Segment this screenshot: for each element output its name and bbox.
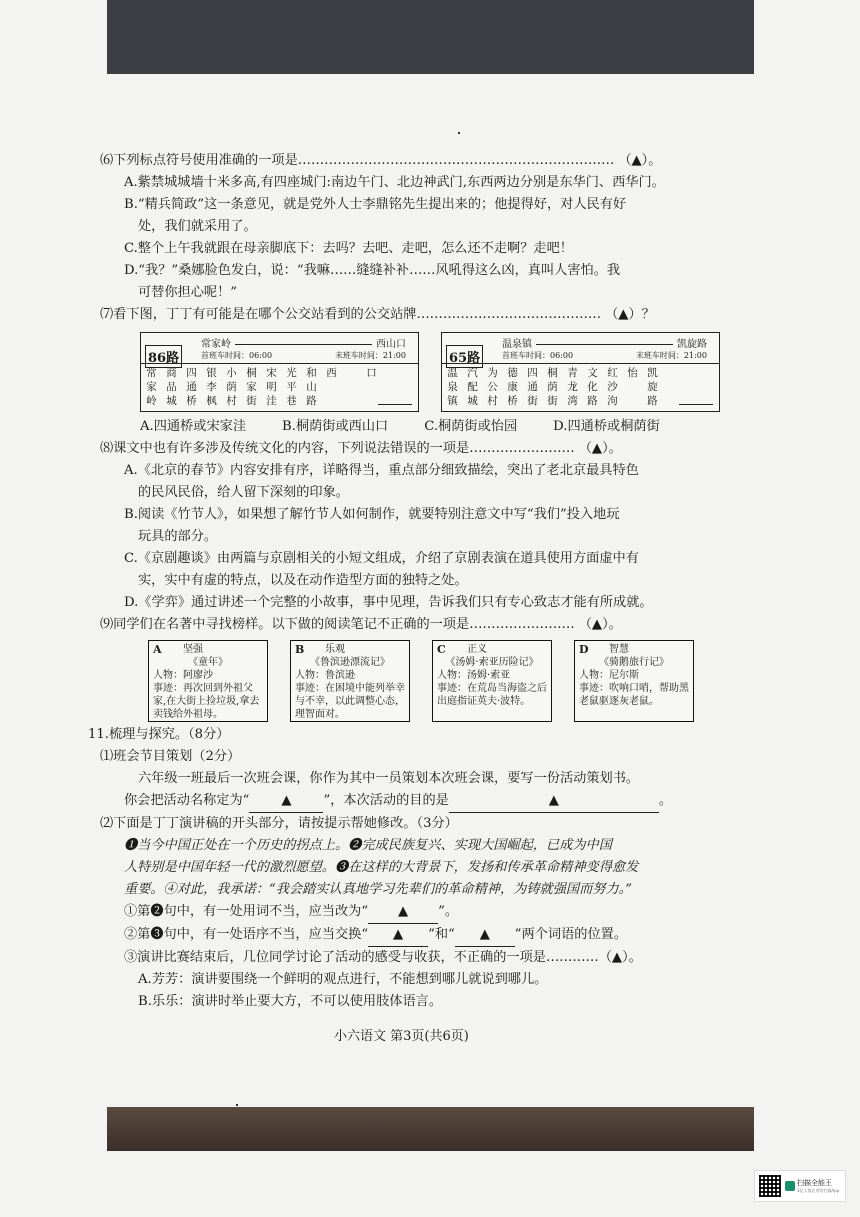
q7-option-c: C.桐荫街或怡园	[424, 419, 518, 434]
bus-stop: 银李枫	[206, 367, 217, 407]
q6-option-a: A.紫禁城城墙十米多高,有四座城门:南边午门、北边神武门,东西两边分别是东华门、西华门。	[124, 175, 665, 190]
arrow-icon	[679, 404, 713, 405]
bus-stop: 四通桥	[186, 367, 197, 407]
q11-sub3-option-a: A.芳芳：演讲要围绕一个鲜明的观点进行，不能想到哪儿就说到哪儿。	[138, 972, 548, 987]
bus-stop: 凯旋路	[647, 367, 658, 407]
q7-option-b: B.桐荫街或西山口	[282, 419, 389, 434]
q7-option-d: D.四通桥或桐荫街	[553, 419, 660, 434]
speck	[236, 1104, 238, 1106]
bus-stop: 光平巷	[286, 367, 297, 407]
q8-option-b: B.阅读《竹节人》，如果想了解竹节人如何制作，就要特别注意文中写“我们”投入地玩	[124, 507, 620, 522]
bus-stop: 和山路	[306, 367, 317, 407]
card-quality: 智慧	[609, 644, 629, 655]
bus-stop: 西	[326, 367, 337, 379]
bus-stop: 怡	[627, 367, 638, 379]
q11-sub1: ①第❷句中，有一处用词不当，应当改为“ ▲ ”。	[100, 901, 720, 924]
reading-note-card	[148, 640, 268, 722]
bus-stop: 小荫村	[226, 367, 237, 407]
q6-option-b: B.“精兵简政”这一条意见，就是党外人士李鼎铭先生提出来的；他提得好，对人民有好	[124, 197, 627, 212]
q6-stem: ⑹下列标点符号使用准确的一项是……………………………………………………………… （▲）。	[100, 153, 662, 168]
card-book: 《童年》	[188, 657, 228, 668]
q11-title: 11.梳理与探究。（8分）	[88, 727, 230, 742]
bus-stop	[345, 366, 358, 408]
bus-route	[201, 335, 406, 361]
q6-option-d: D.“我？”桑娜脸色发白，说：“我嘛……缝缝补补……风吼得这么凶，真叫人害怕。我	[124, 263, 621, 278]
card-quality: 乐观	[325, 644, 345, 655]
speech-line-3: 重要。④对此，我承诺：“我会踏实认真地学习先辈们的革命精神，为铸就强国而努力。”	[124, 882, 633, 897]
q11-sub3-option-b: B.乐乐：演讲时举止要大方，不可以使用肢体语言。	[138, 994, 443, 1009]
scan-edge-top	[107, 0, 754, 74]
bus-stop: 青龙湾	[567, 367, 578, 407]
card-person: 人物：尼尔斯	[579, 670, 639, 681]
watermark-subtitle: 3亿人都在用的扫描App	[797, 1187, 840, 1193]
card-deed: 事迹：在困境中能列举幸与不幸，以此调整心态，理智面对。	[295, 683, 405, 720]
stop-list	[446, 366, 659, 408]
bus-signs	[140, 332, 720, 412]
speech-line-2: 人特别是中国年轻一代的激烈愿望。❸在这样的大背景下，发扬和传承革命精神变得愈发	[124, 860, 639, 875]
bus-sign-65	[441, 332, 720, 412]
card-deed: 事迹：再次回到外祖父家,在大街上捡垃圾,拿去卖钱给外祖母。	[153, 683, 260, 720]
route-from: 常家岭	[201, 339, 231, 350]
speech-line-1: ❶当今中国正处在一个历史的拐点上。❷完成民族复兴、实现大国崛起，已成为中国	[124, 838, 612, 853]
arrow-icon	[378, 404, 412, 405]
q6-option-b-cont: 处，我们就采用了。	[138, 219, 257, 234]
q8-option-c: C.《京剧趣谈》由两篇与京剧相关的小短文组成，介绍了京剧表演在道具使用方面虚中有	[124, 551, 639, 566]
bus-stop: 红沙泃	[607, 367, 618, 407]
reading-note-card	[290, 640, 410, 722]
card-person: 人物：汤姆·索亚	[437, 670, 511, 681]
answer-blank: ▲	[368, 924, 428, 947]
route-to: 凯旋路	[677, 339, 707, 350]
card-person: 人物：阿廖沙	[153, 670, 213, 681]
bus-stop: 温泉镇	[447, 367, 458, 407]
bus-number: 86路	[145, 345, 182, 368]
q6-option-c: C.整个上午我就跟在母亲脚底下：去吗？去吧、走吧，怎么还不走啊？走吧！	[124, 241, 573, 256]
card-quality: 坚强	[183, 644, 203, 655]
bus-stop: 德康桥	[507, 367, 518, 407]
card-quality: 正义	[467, 644, 487, 655]
bus-route	[502, 335, 707, 361]
page-footer: 小六语文 第3页(共6页)	[334, 1029, 469, 1044]
divider	[442, 363, 719, 364]
answer-blank: ▲	[249, 790, 323, 813]
arrow-icon	[536, 335, 673, 345]
card-letter: D	[579, 643, 589, 656]
q11-sub2: ②第❸句中，有一处语序不当，应当交换“ ▲ ”和“ ▲ ”两个词语的位置。	[100, 924, 720, 947]
watermark-title: 扫描全能王	[797, 1178, 832, 1187]
scan-edge-bottom	[107, 1107, 754, 1151]
q7-stem: ⑺看下图，丁丁有可能是在哪个公交站看到的公交站牌…………………………………… （▲）？	[100, 307, 655, 322]
route-from: 温泉镇	[502, 339, 532, 350]
answer-blank: ▲	[368, 901, 438, 924]
arrow-icon	[235, 335, 372, 345]
bus-stop: 桐家街	[246, 367, 257, 407]
q9-stem: ⑼同学们在名著中寻找榜样。以下做的阅读笔记不正确的一项是…………………… （▲）。	[100, 617, 622, 632]
card-book: 《骑鹅旅行记》	[599, 657, 669, 668]
q8-option-a: A.《北京的春节》内容安排有序，详略得当，重点部分细致描绘，突出了老北京最具特色	[124, 463, 639, 478]
last-bus-time: 末班车时间：21:00	[635, 351, 707, 360]
bus-sign-86	[140, 332, 419, 412]
q8-stem: ⑻课文中也有许多涉及传统文化的内容，下列说法错误的一项是…………………… （▲）。	[100, 441, 622, 456]
answer-blank: ▲	[449, 790, 659, 813]
reading-note-card	[574, 640, 694, 722]
q11-part1-text: 六年级一班最后一次班会课，你作为其中一员策划本次班会课，要写一份活动策划书。	[138, 771, 640, 786]
q11-part1-question: 你会把活动名称定为“ ▲ ”，本次活动的目的是 ▲ 。	[100, 790, 720, 813]
camscanner-logo-icon	[785, 1181, 795, 1191]
last-bus-time: 末班车时间：21:00	[334, 351, 406, 360]
card-letter: C	[437, 643, 446, 656]
exam-page	[88, 150, 720, 1013]
answer-blank: ▲	[455, 924, 515, 947]
reading-note-cards	[148, 640, 720, 722]
speck	[458, 132, 460, 134]
card-letter: B	[295, 643, 305, 656]
card-deed: 事迹：在荒岛当海盗之后出庭指证英夫·波特。	[437, 683, 547, 707]
bus-stop: 商品城	[166, 367, 177, 407]
first-bus-time: 首班车时间：06:00	[201, 351, 273, 360]
scanner-watermark	[754, 1170, 846, 1202]
bus-stop: 文化路	[587, 367, 598, 407]
bus-stop: 四通街	[527, 367, 538, 407]
bus-stop: 桐荫街	[547, 367, 558, 407]
divider	[141, 363, 418, 364]
q11-part2-title: ⑵下面是丁丁演讲稿的开头部分，请按提示帮她修改。（3分）	[100, 816, 458, 831]
card-person: 人物：鲁滨逊	[295, 670, 355, 681]
q8-option-c-cont: 实，实中有虚的特点，以及在动作造型方面的独特之处。	[138, 573, 468, 588]
q6-option-d-cont: 可替你担心呢！”	[138, 285, 238, 300]
route-to: 西山口	[376, 339, 406, 350]
qr-code-icon	[759, 1175, 781, 1197]
q11-part1-title: ⑴班会节目策划（2分）	[100, 749, 241, 764]
card-book: 《鲁滨逊漂流记》	[310, 657, 390, 668]
stop-list	[145, 366, 378, 408]
bus-stop: 为公村	[487, 367, 498, 407]
bus-stop: 宋明洼	[266, 367, 277, 407]
q11-sub3: ③演讲比赛结束后，几位同学讨论了活动的感受与收获，不正确的一项是…………（▲）。	[124, 950, 642, 965]
q8-option-b-cont: 玩具的部分。	[138, 529, 218, 544]
bus-stop: 常家岭	[146, 367, 157, 407]
q7-options	[100, 416, 720, 438]
q7-option-a: A.四通桥或宋家洼	[140, 419, 247, 434]
first-bus-time: 首班车时间：06:00	[502, 351, 574, 360]
bus-stop: 汽配城	[467, 367, 478, 407]
q8-option-d: D.《学弈》通过讲述一个完整的小故事，事中见理，告诉我们只有专心致志才能有所成就。	[124, 595, 653, 610]
bus-stop: 口	[366, 367, 377, 379]
card-letter: A	[153, 643, 162, 656]
reading-note-card	[432, 640, 552, 722]
bus-number: 65路	[446, 345, 483, 368]
card-book: 《汤姆·索亚历险记》	[445, 657, 539, 668]
q8-option-a-cont: 的民风民俗，给人留下深刻的印象。	[138, 485, 349, 500]
card-deed: 事迹：吹响口哨，帮助黑老鼠驱逐灰老鼠。	[579, 683, 689, 707]
